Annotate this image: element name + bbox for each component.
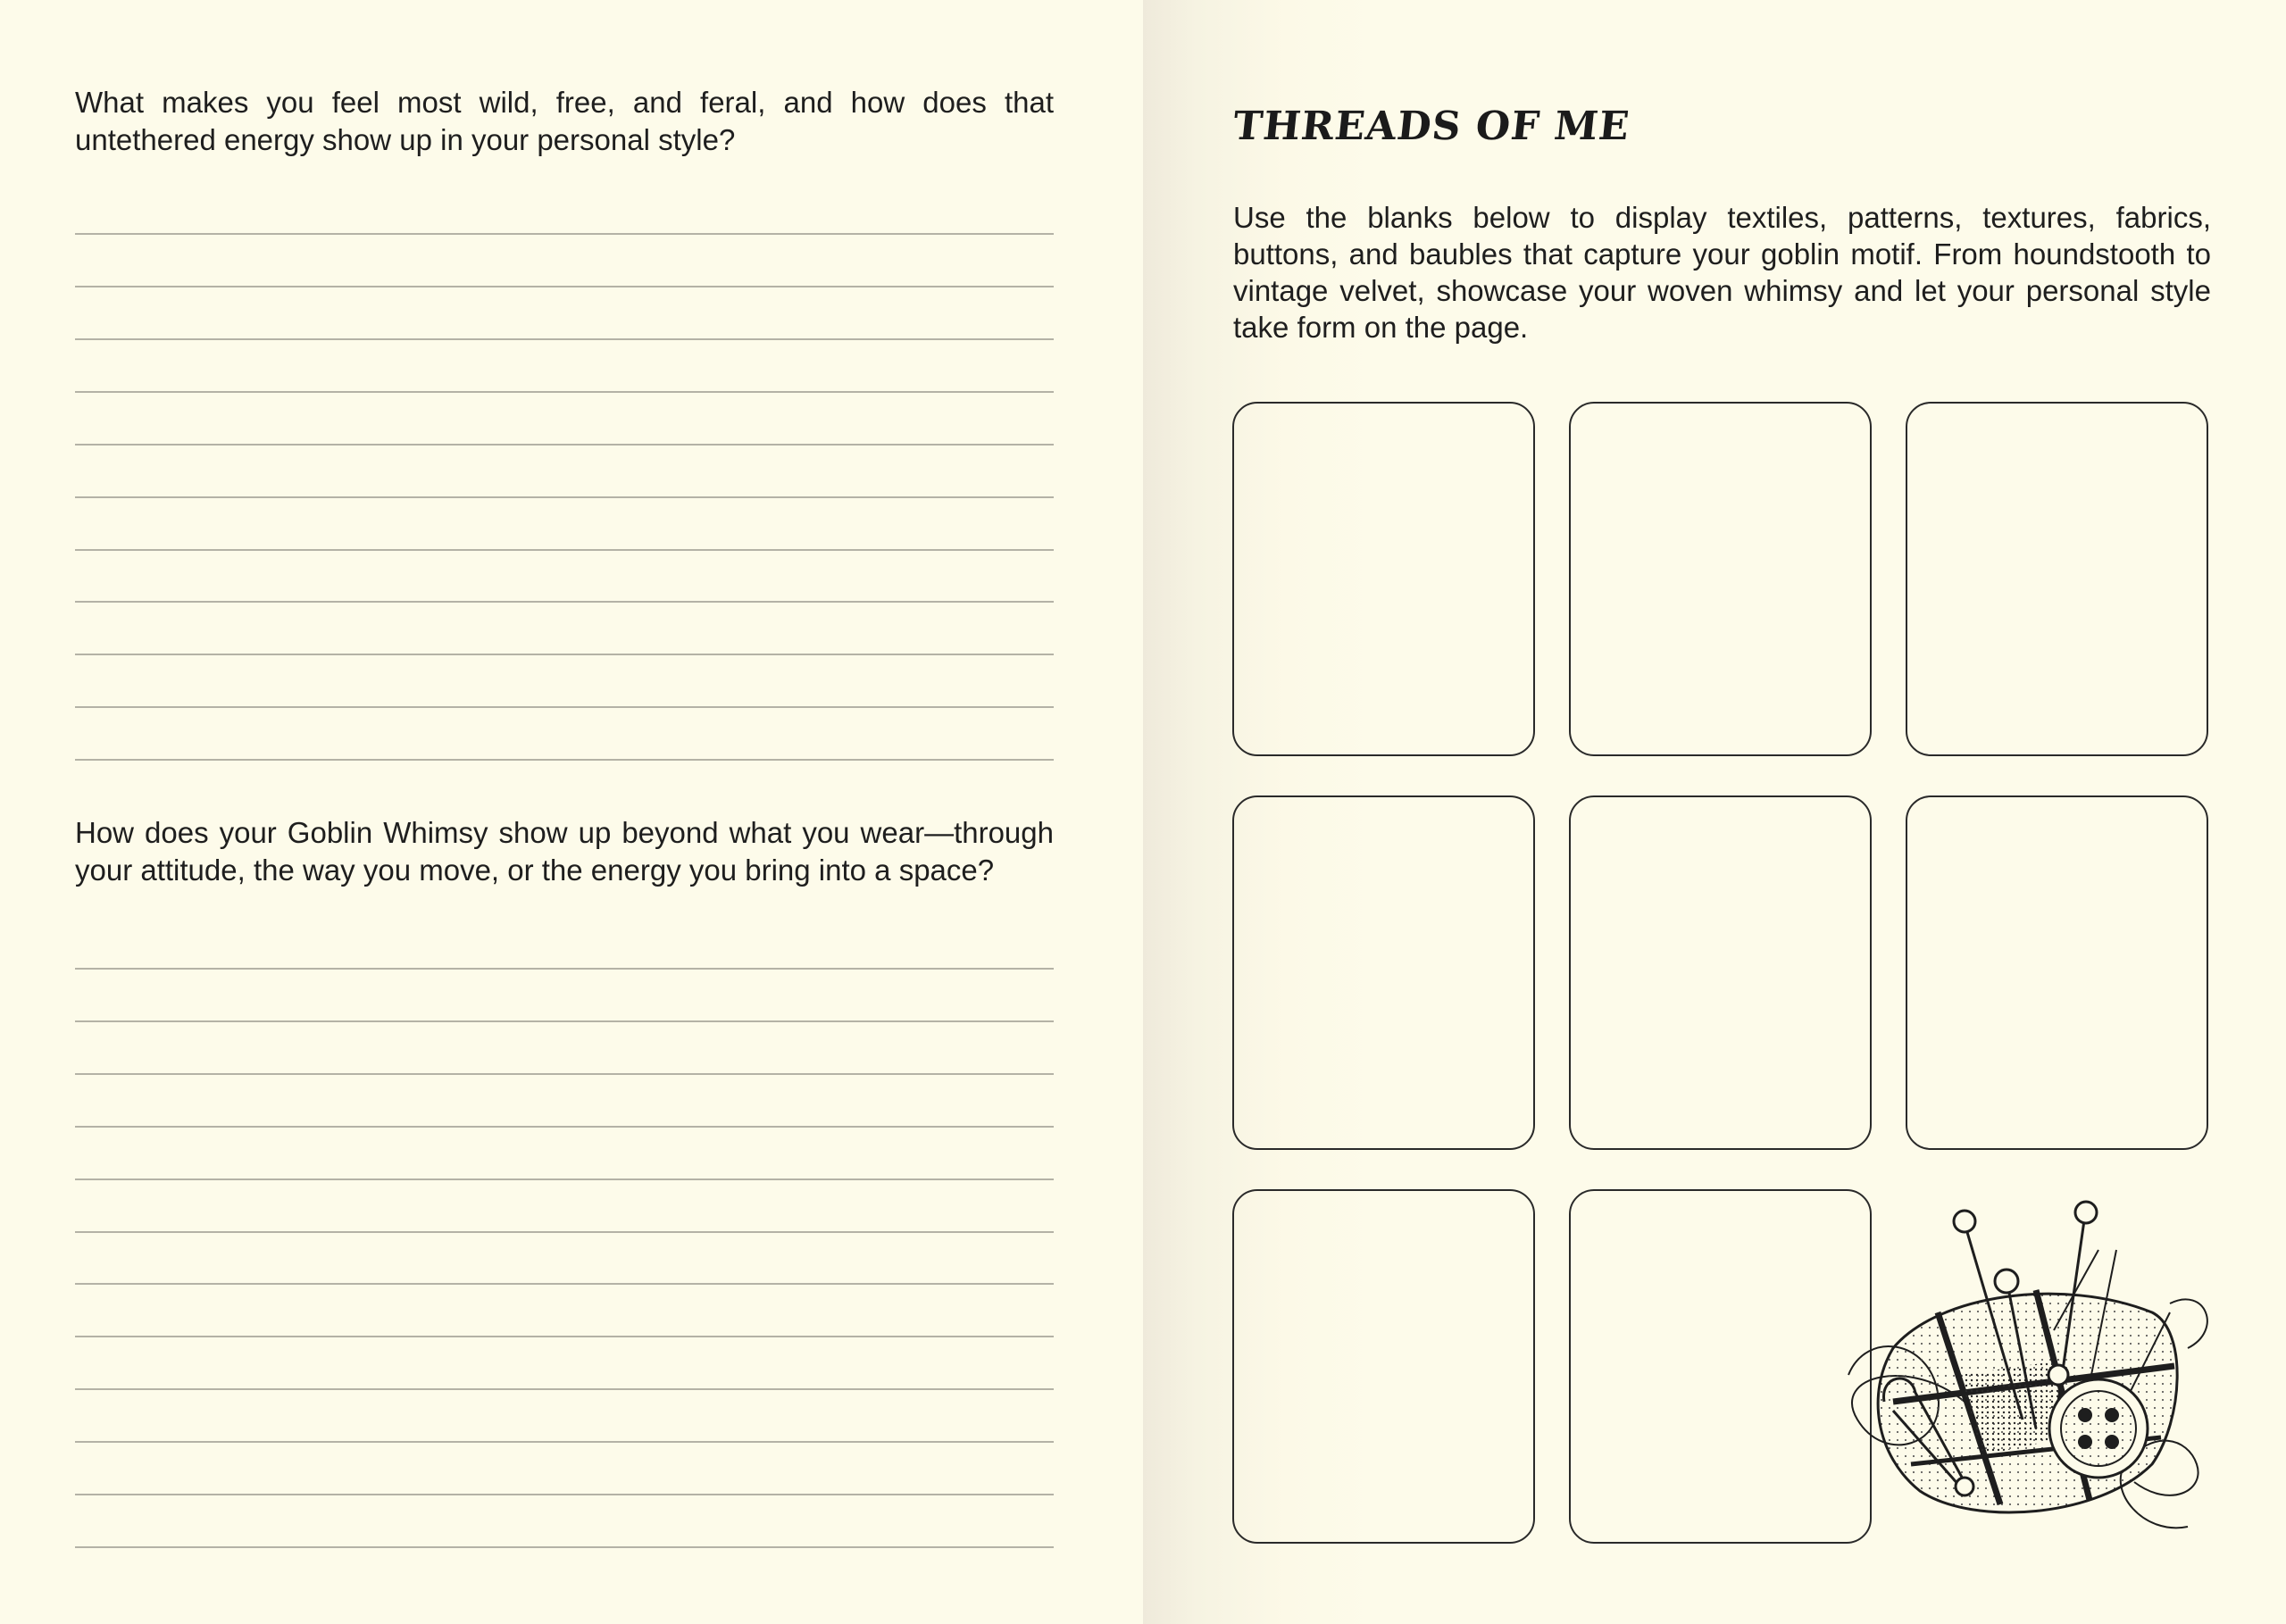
writing-line[interactable] (75, 444, 1054, 446)
swatch-box-5[interactable] (1569, 795, 1872, 1150)
writing-line[interactable] (75, 1178, 1054, 1180)
writing-line[interactable] (75, 1388, 1054, 1390)
writing-line[interactable] (75, 601, 1054, 603)
writing-line[interactable] (75, 1231, 1054, 1233)
writing-line[interactable] (75, 1073, 1054, 1075)
writing-line[interactable] (75, 1546, 1054, 1548)
swatch-box-1[interactable] (1232, 402, 1535, 756)
writing-line[interactable] (75, 1441, 1054, 1443)
writing-line[interactable] (75, 391, 1054, 393)
writing-line[interactable] (75, 233, 1054, 235)
writing-line[interactable] (75, 496, 1054, 498)
writing-line[interactable] (75, 654, 1054, 655)
page-title: THREADS OF ME (1231, 104, 1632, 149)
intro-paragraph: Use the blanks below to display textiles, patterns, textures, fabrics, buttons, and baubles that capture your goblin motif. From houndstooth to vintage velvet, showcase your woven whimsy and let your personal style take form on the page. (1233, 201, 2211, 344)
writing-line[interactable] (75, 706, 1054, 708)
writing-line[interactable] (75, 338, 1054, 340)
writing-line[interactable] (75, 968, 1054, 970)
writing-line[interactable] (75, 1283, 1054, 1285)
swatch-box-3[interactable] (1906, 402, 2208, 756)
swatch-box-8[interactable] (1569, 1189, 1872, 1544)
pincushion-with-pins-and-button-icon (1831, 1196, 2223, 1553)
prompt-question-wild-free-feral: What makes you feel most wild, free, and feral, and how does that untethered energy show up in your personal style? (75, 86, 1054, 156)
swatch-box-6[interactable] (1906, 795, 2208, 1150)
writing-line[interactable] (75, 1126, 1054, 1128)
swatch-box-2[interactable] (1569, 402, 1872, 756)
writing-line[interactable] (75, 1336, 1054, 1337)
writing-line[interactable] (75, 286, 1054, 287)
writing-line[interactable] (75, 1020, 1054, 1022)
writing-line[interactable] (75, 1494, 1054, 1495)
writing-line[interactable] (75, 759, 1054, 761)
writing-line[interactable] (75, 549, 1054, 551)
prompt-question-goblin-whimsy: How does your Goblin Whimsy show up beyond what you wear—through your attitude, the way you move, or the energy you bring into a space? (75, 816, 1054, 887)
swatch-box-4[interactable] (1232, 795, 1535, 1150)
swatch-box-7[interactable] (1232, 1189, 1535, 1544)
